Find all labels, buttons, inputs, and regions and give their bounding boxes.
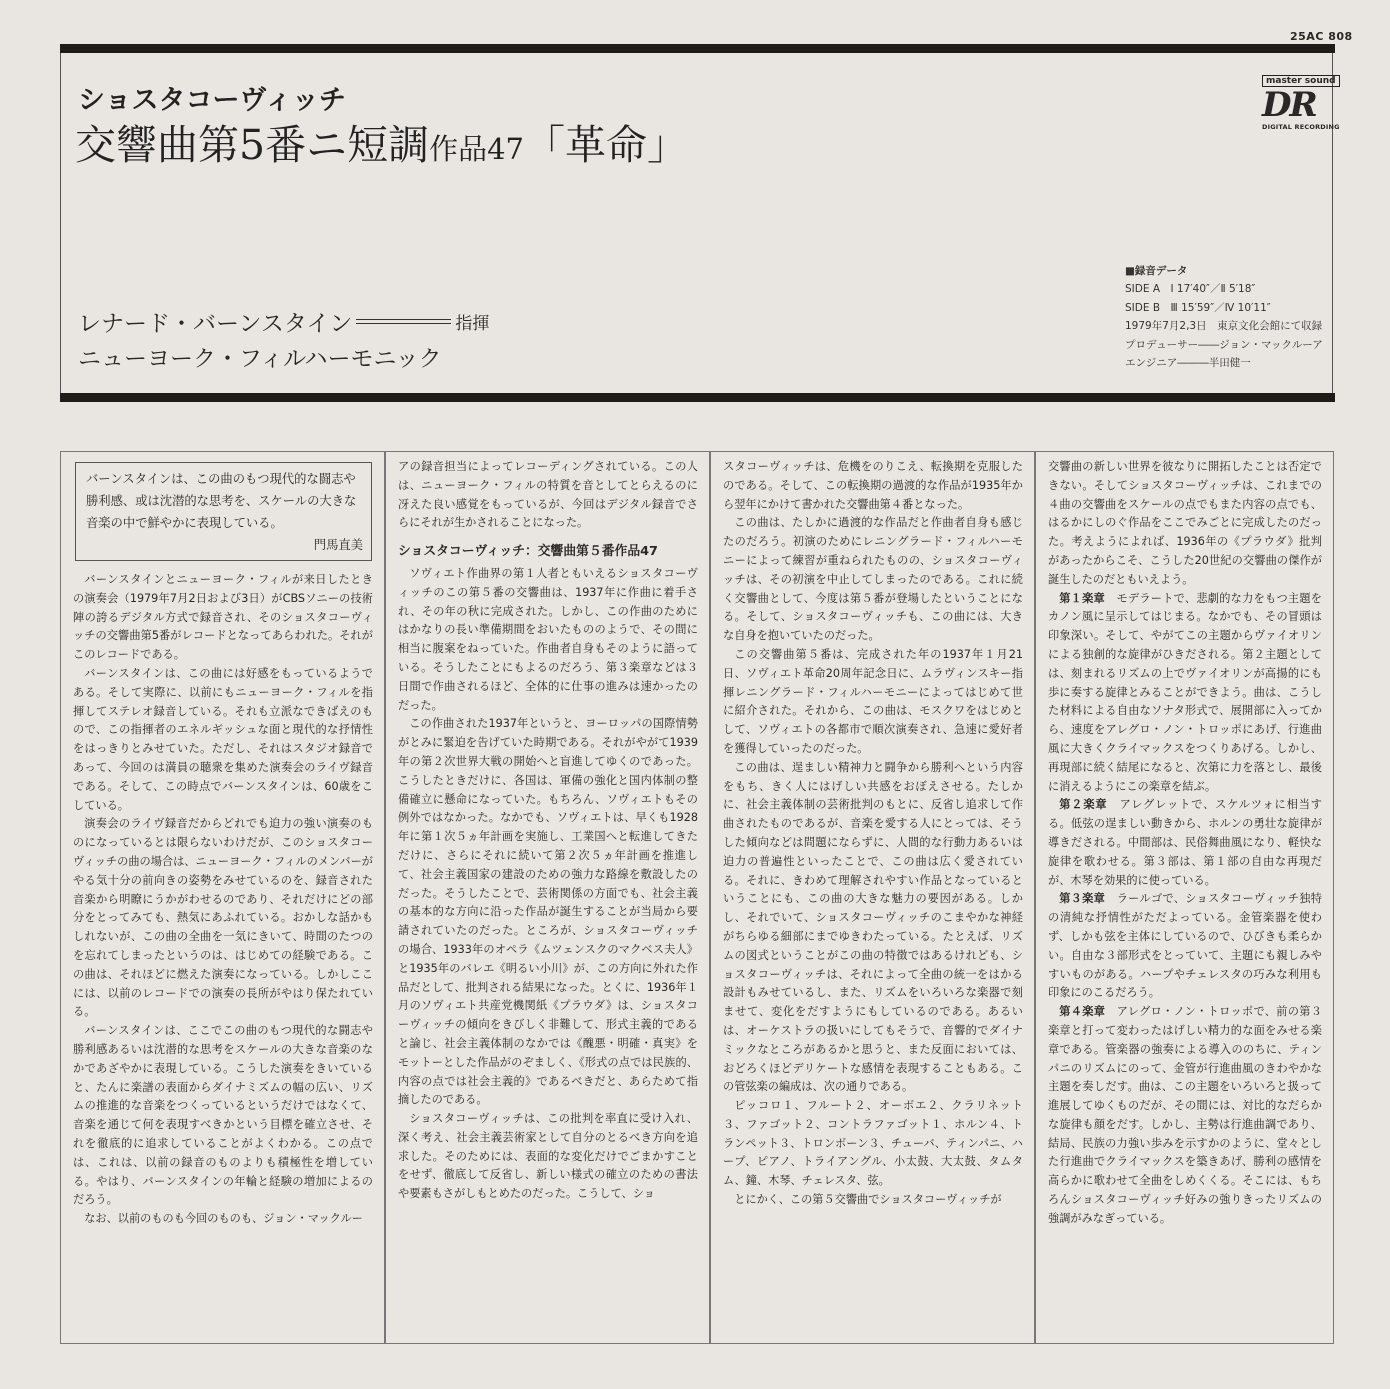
paragraph: なお、以前のものも今回のものも、ジョン・マックルー bbox=[84, 1212, 363, 1226]
paragraph: バーンスタインは、この曲には好感をもっているようである。そして実際に、以前にもニューヨーク・フィルを指揮してステレオ録音している。それも立派なできばえのもので、この指揮者のエネルギッシュな面と現代的な抒情性をはっきりとみせていた。ただし、それはスタジオ録音であって、今回のは満員の聴衆を集めた演奏会のライヴ録音である。そして、この時点でバーンスタインは、60歳をこしている。 bbox=[73, 666, 373, 812]
liner-column-2 bbox=[385, 451, 710, 1344]
paragraph: この作曲された1937年というと、ヨーロッパの国際情勢がとみに緊迫を告げていた時期である。それがやがて1939年の第２次世界大戦の開始へと盲進してゆくのであった。こうしたときだけに、各国は、軍備の強化と国内体制の整備確立に懸命になっていた。もちろん、ソヴィエトもその例外ではなかった。なかでも、ソヴィエトは、早くも1928年に第１次５ヵ年計画を実施し、工業国へと転進してきただけに、さらにそれに続いて第２次５ヵ年計画を推進して、社会主義国家の建設のための強力な路線を敷設したのだった。そうしたことで、芸術関係の方面でも、社会主義の基本的な方向に沿った作品が誕生することが当局から要請されていたのだった。ところが、ショスタコーヴィッチの場合、1933年のオペラ《ムツェンスクのマクベス夫人》と1935年のバレエ《明るい小川》が、この方向に外れた作品だとして、批判される結果になった。とくに、1936年１月のソヴィエト共産党機関紙《プラウダ》は、ショスタコーヴィッチの傾向をきびしく非難して、形式主義的であると論じ、社会主義体制のなかでは《醜悪・明確・真実》をモットーとした作品がのぞましく、《形式の点では民族的、内容の点では社会主義的》であるべきだと、あらためて指摘したのである。 bbox=[398, 717, 698, 1107]
conductor-rule bbox=[356, 319, 451, 324]
composer-name: ショスタコーヴィッチ bbox=[78, 85, 346, 116]
paragraph: バーンスタインは、ここでこの曲のもつ現代的な闘志や勝利感あるいは沈潜的な思考をスケールの大きな音楽のなかであざやかに表現している。こうした演奏をきいていると、たんに楽譜の表面からダイナミズムの幅の広い、リズムの推進的な音楽をつくっているというだけではなくて、音楽を通じて何を表現すべきかという目標を確立させ、それを徹底的に追求していることがよくわかる。この点では、これは、以前の録音のものよりも積極性を増している。やはり、バーンスタインの年輪と経験の増加によるのだろう。 bbox=[73, 1024, 373, 1207]
digital-recording-label: DIGITAL RECORDING bbox=[1262, 123, 1340, 131]
paragraph: ソヴィエト作曲界の第１人者ともいえるショスタコーヴィッチのこの第５番の交響曲は、1937年に作曲に着手され、その年の秋に完成された。しかし、この作曲のためにはかなりの長い準備期間をおいたもののようで、その間に相当に腹案をねっていた。作曲者自身もそのように語っている。そうしたことにもよるのだろう、第３楽章などは３日間で作曲されるほど、全体的に仕事の進みは速かったのだった。 bbox=[398, 566, 698, 712]
paragraph: とにかく、この第５交響曲でショスタコーヴィッチが bbox=[734, 1193, 1002, 1207]
orchestra-name: ニューヨーク・フィルハーモニック bbox=[78, 346, 442, 372]
paragraph: 交響曲の新しい世界を彼なりに開拓したことは否定できない。そしてショスタコーヴィッチは、これまでの４曲の交響曲をスケールの点でもまた内容の点でも、はるかにしのぐ作品をここでみごとに完成したのだった。考えようによれば、1936年の《プラウダ》批判があったからこそ、こうした20世紀の交響曲の傑作が誕生したのだともいえよう。 bbox=[1048, 460, 1322, 586]
movement-paragraph bbox=[1048, 796, 1322, 890]
recording-line: プロデューサー――ジョン・マックルーア bbox=[1125, 338, 1323, 351]
movement-text: ラールゴで、ショスタコーヴィッチ独特の清純な抒情性がただよっている。金管楽器を使わず、しかも弦を主体にしているので、ひびきも柔らかい。自由な３部形式をとっていて、主題にも親しみやすいものがある。ハープやチェレスタの巧みな利用も印象にのこるだろう。 bbox=[1048, 892, 1322, 1000]
movement-label: 第４楽章 bbox=[1059, 1005, 1106, 1019]
conductor-name: レナード・バーンスタイン bbox=[78, 311, 353, 337]
liner-column-4 bbox=[1035, 451, 1334, 1344]
movement-text: モデラートで、悲劇的な力をもつ主題をカノン風に呈示してはじまる。なかでも、その冒頭は印象深い。そして、やがてこの主題からヴァイオリンによる独創的な旋律がひきだされる。第２主題としては、刻まれるリズムの上でヴァイオリンが高揚的にも歩に奏する旋律とみることができよう。曲は、こうした材料による自由なソナタ形式で、展開部に入ってから、速度をアレグロ・ノン・トロッポにあげ、行進曲風に大きくクライマックスをつくりあげる。しかし、再現部に続く結尾になると、次第に力を落とし、最後に消えるようにこの楽章を結ぶ。 bbox=[1048, 591, 1322, 793]
liner-column-3 bbox=[710, 451, 1035, 1344]
master-sound-logo bbox=[1262, 68, 1344, 134]
paragraph: ピッコロ１、フルート２、オーボエ２、クラリネット３、ファゴット２、コントラファゴット１、ホルン４、トランペット３、トロンボーン３、チューバ、ティンパニ、ハープ、ピアノ、トライアングル、小太鼓、大太鼓、タムタム、鐘、木琴、チェレスタ、弦。 bbox=[723, 1099, 1023, 1188]
movement-label: 第３楽章 bbox=[1059, 892, 1106, 906]
top-rule bbox=[60, 44, 1335, 53]
paragraph: この交響曲第５番は、完成された年の1937年１月21日、ソヴィエト革命20周年記念日に、ムラヴィンスキー指揮レニングラード・フィルハーモニーによってはじめて世に紹介された。それから、この曲は、モスクワをはじめとして、ソヴィエトの各都市で順次演奏され、急速に愛好者を獲得していったのだった。 bbox=[723, 647, 1023, 755]
conductor-line bbox=[78, 305, 489, 338]
paragraph: ショスタコーヴィッチは、この批判を率直に受け入れ、深く考え、社会主義芸術家として自分のとるべき方向を追求した。そのためには、表面的な変化だけでごまかすことをせず、徹底して反省し、新しい様式の確立のための書法や要素もさがしもとめたのだった。こうして、ショ bbox=[398, 1112, 698, 1201]
paragraph: 演奏会のライヴ録音だからどれでも迫力の強い演奏のものになっているとは限らないわけだが、このショスタコーヴィッチの曲の場合は、ニューヨーク・フィルのメンバーがやる気十分の前向きの姿勢をみせているのを、録音された音楽から明瞭にうかがわせるのであり、それだけにどの部分をとってみても、熱気にあふれている。おかしな話かもしれないが、この曲の全曲を一気にきいて、時間のたつのを忘れてしまったというのは、はじめての経験である。この曲は、それほどに燃えた演奏になっている。しかしここには、以前のレコードでの演奏の長所がやはり保たれている。 bbox=[73, 817, 373, 1019]
movement-text: アレグレットで、スケルツォに相当する。低弦の逞ましい動きから、ホルンの勇壮な旋律が導きだされる。中間部は、民俗舞曲風になり、軽快な旋律を歌わせる。第３部は、第１部の自由な再現だが、木琴を効果的に使っている。 bbox=[1048, 798, 1322, 887]
quote-author: 門馬直美 bbox=[313, 538, 363, 552]
movement-paragraph bbox=[1048, 1003, 1322, 1229]
recording-line: SIDE B Ⅲ 15′59″／Ⅳ 10′11″ bbox=[1125, 301, 1271, 314]
middle-rule bbox=[60, 393, 1335, 402]
recording-line: 1979年7月2,3日 東京文化会館にて収録 bbox=[1125, 320, 1323, 333]
paragraph: この曲は、たしかに過渡的な作品だと作曲者自身も感じたのだろう。初演のためにレニングラード・フィルハーモニーによって練習が重ねられたものの、ショスタコーヴィッチは、その初演を中止してしまったのである。これに続く交響曲として、今度は第５番が登場したということになる。そして、ショスタコーヴィッチも、この曲には、大きな自身を抱いていたのだった。 bbox=[723, 516, 1023, 643]
recording-line: SIDE A Ⅰ 17′40″／Ⅱ 5′18″ bbox=[1125, 283, 1256, 296]
recording-line: エンジニア―――半田健一 bbox=[1125, 357, 1251, 370]
work-title bbox=[75, 112, 688, 171]
liner-column-1 bbox=[60, 451, 385, 1344]
recording-data bbox=[1125, 262, 1323, 372]
section-heading: ショスタコーヴィッチ：交響曲第５番作品47 bbox=[398, 544, 658, 560]
title-nickname: 「革命」 bbox=[524, 121, 688, 169]
movement-paragraph bbox=[1048, 590, 1322, 797]
movement-paragraph bbox=[1048, 890, 1322, 1003]
paragraph: アの録音担当によってレコーディングされている。この人は、ニューヨーク・フィルの特質を音としてとらえるのに冴えた良い感覚をもっているが、今回はデジタル録音でさらにそれが生かされることになった。 bbox=[398, 460, 698, 530]
movement-label: 第１楽章 bbox=[1059, 591, 1105, 605]
title-opus: 作品47 bbox=[429, 132, 524, 166]
catalog-number: 25AC 808 bbox=[1290, 30, 1353, 43]
paragraph: バーンスタインとニューヨーク・フィルが来日したときの演奏会（1979年7月2日および3日）がCBSソニーの技術陣の誇るデジタル方式で録音され、そのショスタコーヴィッチの交響曲第5番がレコードとなってあらわれた。それがこのレコードである。 bbox=[73, 573, 373, 662]
title-main: 交響曲第5番ニ短調 bbox=[75, 121, 430, 169]
pull-quote bbox=[75, 462, 372, 561]
master-sound-label: master sound bbox=[1262, 75, 1340, 87]
paragraph: この曲は、逞ましい精神力と闘争から勝利へという内容をもち、きく人にはげしい共感をおぼえさせる。たしかに、社会主義体制の芸術批判のもとに、反省し追求して作曲されたものであるが、音楽を愛する人にとっては、そうした傾向などは問題にならずに、人間的な行動力あるいは迫力の普遍性といったことで、この曲は広く愛されている。それに、きわめて理解されやすい作品となっているということにも、この曲の大きな魅力の要因がある。しかし、それでいて、ショスタコーヴィッチのこまやかな神経がちらゆる細部にまでゆきわたっている。たとえば、リズムの図式ということがこの曲の特徴ではあるけれども、ショスタコーヴィッチは、それによって全曲の統一をはかる設計もみせているし、また、リズムをいろいろな楽器で刻ませて、変化をだすようにもしているのである。あるいは、オーケストラの扱いにしてもそうで、音響的でダイナミックなところがあるかと思うと、また反面においては、おどろくほどデリケートな感情を表現することもある。この管弦楽の編成は、次の通りである。 bbox=[723, 760, 1023, 1094]
paragraph: スタコーヴィッチは、危機をのりこえ、転換期を克服したのである。そして、この転換期の過渡的な作品が1935年から翌年にかけて書かれた交響曲第４番となった。 bbox=[723, 460, 1023, 511]
quote-text: バーンスタインは、この曲のもつ現代的な闘志や勝利感、或は沈潜的な思考を、スケールの大きな音楽の中で鮮やかに表現している。 bbox=[86, 472, 357, 530]
movement-text: アレグロ・ノン・トロッポで、前の第３楽章と打って変わったはげしい精力的な面をみせる楽章である。管楽器の強奏による導入ののちに、ティンパニのリズムにのって、金管が行進曲風のきわやかな主題を奏しだす。曲は、この主題をいろいろと扱って進展してゆくものだが、その間には、対比的なだらかな旋律も顔をだす。しかし、主勢は行進曲調であり、結局、民族の力強い歩みを示すかのように、堂々とした行進曲でクライマックスを築きあげ、勝利の感情を高らかに歌わせて全曲をしめくくる。そこには、もちろんショスタコーヴィッチ好みの強りきったリズムの強調がみなぎっている。 bbox=[1048, 1005, 1322, 1225]
movement-label: 第２楽章 bbox=[1059, 798, 1108, 812]
conductor-role: 指揮 bbox=[455, 314, 490, 334]
dr-mark: DR bbox=[1262, 85, 1316, 125]
recording-data-heading: ■録音データ bbox=[1125, 265, 1188, 277]
